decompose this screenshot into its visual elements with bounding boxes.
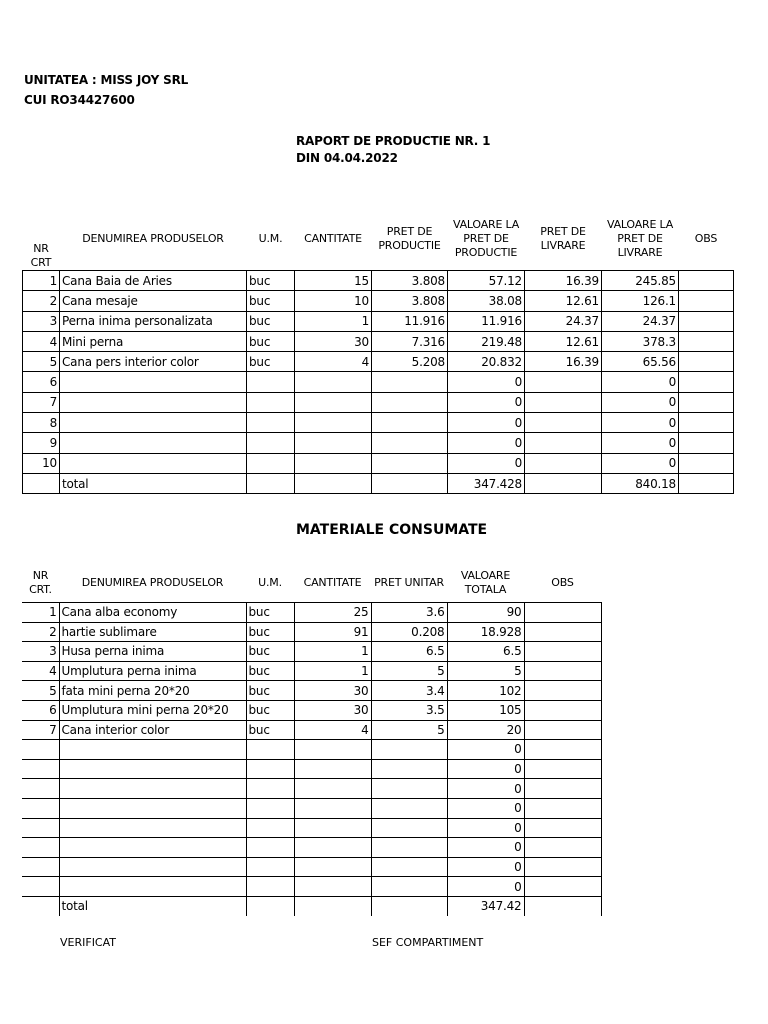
table-cell: buc (247, 291, 295, 311)
table-cell: fata mini perna 20*20 (59, 681, 246, 701)
table-cell (294, 857, 371, 877)
table-cell (294, 740, 371, 760)
table-cell (372, 453, 448, 473)
table-cell (295, 392, 372, 412)
table-cell: total (60, 473, 247, 493)
table-cell (371, 818, 447, 838)
table-cell: 20.832 (448, 352, 525, 372)
report-date: DIN 04.04.2022 (296, 151, 398, 165)
table-cell: 3.4 (371, 681, 447, 701)
table-cell: 0 (447, 798, 524, 818)
table-row (22, 877, 601, 897)
table-cell (59, 818, 246, 838)
table-row (23, 372, 734, 392)
table-cell: 0 (448, 413, 525, 433)
table-cell (525, 453, 602, 473)
column-header: NR CRT (30, 242, 52, 269)
table-cell (246, 798, 294, 818)
table-row (22, 857, 601, 877)
table-cell (371, 759, 447, 779)
table-cell: 0 (447, 838, 524, 858)
table-cell (295, 473, 372, 493)
table-cell: 3.808 (372, 271, 448, 291)
table-cell: 0 (602, 392, 679, 412)
table-row (22, 700, 601, 720)
table-cell: buc (246, 661, 294, 681)
department-head-label: SEF COMPARTIMENT (372, 936, 484, 949)
table-row (22, 681, 601, 701)
table-cell: 25 (294, 603, 371, 623)
table-cell: 30 (294, 681, 371, 701)
table-cell: Cana alba economy (59, 603, 246, 623)
table-cell (22, 798, 59, 818)
table-cell: Cana Baia de Aries (60, 271, 247, 291)
table-cell (59, 740, 246, 760)
table-cell: 30 (295, 331, 372, 351)
table-cell (524, 759, 601, 779)
table-cell (679, 331, 734, 351)
table-cell (247, 453, 295, 473)
column-header: OBS (694, 231, 718, 245)
table-cell: 6.5 (447, 642, 524, 662)
table-cell: 91 (294, 622, 371, 642)
table-cell: 0 (602, 433, 679, 453)
table-cell (59, 759, 246, 779)
table-cell: buc (247, 271, 295, 291)
table-row (22, 720, 601, 740)
table-cell: 12.61 (525, 291, 602, 311)
table-cell: 5.208 (372, 352, 448, 372)
column-header: CANTITATE (294, 563, 371, 603)
table-cell (679, 413, 734, 433)
table-cell: 0.208 (371, 622, 447, 642)
table-row (22, 896, 601, 915)
table-cell: 5 (371, 720, 447, 740)
table-cell: buc (246, 720, 294, 740)
column-header: U.M. (246, 563, 294, 603)
table-cell: 0 (448, 392, 525, 412)
table-cell: 5 (23, 352, 60, 372)
table-cell (247, 372, 295, 392)
table-cell: 7 (23, 392, 60, 412)
materials-table (22, 563, 602, 916)
table-cell (524, 720, 601, 740)
table-cell: 11.916 (448, 311, 525, 331)
table-cell: 0 (448, 372, 525, 392)
table-cell (247, 392, 295, 412)
table-cell: 347.42 (447, 896, 524, 915)
table-cell: 0 (448, 453, 525, 473)
table-cell (246, 740, 294, 760)
table-cell (246, 838, 294, 858)
column-header: PRET DE PRODUCTIE (378, 224, 441, 252)
table-row (23, 392, 734, 412)
table-cell (59, 779, 246, 799)
column-header: NR CRT. (22, 563, 59, 603)
table-cell: 10 (295, 291, 372, 311)
table-cell: buc (246, 603, 294, 623)
table-cell: 20 (447, 720, 524, 740)
table-row (22, 798, 601, 818)
column-header: PRET DE LIVRARE (540, 224, 586, 252)
table-row (23, 433, 734, 453)
table-cell (524, 603, 601, 623)
table-row (23, 352, 734, 372)
table-cell: 12.61 (525, 331, 602, 351)
table-cell: 5 (447, 661, 524, 681)
table-cell: 378.3 (602, 331, 679, 351)
table-cell: 3 (22, 642, 59, 662)
table-cell: 16.39 (525, 271, 602, 291)
table-cell (525, 392, 602, 412)
table-cell (60, 453, 247, 473)
table-cell (525, 372, 602, 392)
table-cell: 4 (22, 661, 59, 681)
table-cell: 30 (294, 700, 371, 720)
table-row (23, 311, 734, 331)
table-cell (525, 413, 602, 433)
table-cell: 0 (602, 413, 679, 433)
table-cell (294, 759, 371, 779)
table-cell: 9 (23, 433, 60, 453)
table-cell (246, 877, 294, 897)
production-header-row (23, 207, 734, 271)
table-cell (371, 857, 447, 877)
table-cell (295, 413, 372, 433)
table-cell (294, 877, 371, 897)
column-header: VALOARE LA PRET DE PRODUCTIE (452, 217, 520, 259)
table-cell (294, 838, 371, 858)
table-cell (247, 413, 295, 433)
table-cell: 219.48 (448, 331, 525, 351)
table-cell (525, 473, 602, 493)
table-cell (22, 857, 59, 877)
table-cell: 6 (22, 700, 59, 720)
table-cell: 90 (447, 603, 524, 623)
table-cell: buc (246, 700, 294, 720)
production-table (22, 207, 734, 494)
table-cell (371, 798, 447, 818)
table-row (22, 661, 601, 681)
table-cell (525, 433, 602, 453)
table-cell: buc (246, 642, 294, 662)
column-header: DENUMIREA PRODUSELOR (59, 563, 246, 603)
table-cell: Perna inima personalizata (60, 311, 247, 331)
table-cell (372, 392, 448, 412)
table-cell (524, 700, 601, 720)
table-cell: 3.808 (372, 291, 448, 311)
table-cell: Umplutura perna inima (59, 661, 246, 681)
table-row (22, 818, 601, 838)
table-cell (679, 291, 734, 311)
table-cell (59, 838, 246, 858)
table-row (22, 779, 601, 799)
column-header: VALOARE TOTALA (447, 563, 524, 603)
table-cell: total (59, 896, 246, 915)
table-cell: 3.5 (371, 700, 447, 720)
table-cell (679, 453, 734, 473)
table-cell (524, 857, 601, 877)
table-cell (679, 271, 734, 291)
column-header: DENUMIREA PRODUSELOR (82, 231, 224, 245)
table-cell (22, 779, 59, 799)
table-cell: 7 (22, 720, 59, 740)
table-cell: 1 (22, 603, 59, 623)
table-cell: Husa perna inima (59, 642, 246, 662)
table-cell (372, 433, 448, 453)
table-cell (22, 838, 59, 858)
table-cell: 24.37 (525, 311, 602, 331)
table-cell (246, 896, 294, 915)
table-cell: 24.37 (602, 311, 679, 331)
table-cell: 840.18 (602, 473, 679, 493)
table-cell: 3 (23, 311, 60, 331)
company-cui: CUI RO34427600 (24, 93, 135, 107)
table-cell: 1 (23, 271, 60, 291)
table-cell (524, 642, 601, 662)
table-row (23, 473, 734, 493)
table-row (22, 740, 601, 760)
table-cell (679, 352, 734, 372)
table-cell (294, 818, 371, 838)
table-cell (372, 413, 448, 433)
table-cell (371, 779, 447, 799)
table-cell: 4 (294, 720, 371, 740)
table-cell (679, 433, 734, 453)
table-row (22, 838, 601, 858)
table-cell: 0 (447, 818, 524, 838)
table-cell (524, 818, 601, 838)
table-cell (22, 896, 59, 915)
table-cell: Umplutura mini perna 20*20 (59, 700, 246, 720)
table-cell: 0 (447, 740, 524, 760)
column-header: CANTITATE (304, 231, 362, 245)
table-cell (524, 896, 601, 915)
table-cell: 57.12 (448, 271, 525, 291)
table-cell: 2 (23, 291, 60, 311)
table-row (22, 622, 601, 642)
table-cell (246, 857, 294, 877)
table-cell: 5 (371, 661, 447, 681)
table-cell (246, 818, 294, 838)
table-cell (247, 433, 295, 453)
table-cell (524, 838, 601, 858)
table-cell: 4 (23, 331, 60, 351)
table-cell: 0 (448, 433, 525, 453)
table-cell: 102 (447, 681, 524, 701)
table-cell (371, 838, 447, 858)
table-cell (524, 661, 601, 681)
table-cell (371, 896, 447, 915)
table-cell: 6.5 (371, 642, 447, 662)
table-row (22, 642, 601, 662)
table-cell: 105 (447, 700, 524, 720)
table-cell: Cana pers interior color (60, 352, 247, 372)
table-cell: 245.85 (602, 271, 679, 291)
table-cell (59, 857, 246, 877)
table-row (23, 453, 734, 473)
table-cell: 1 (294, 642, 371, 662)
table-cell (295, 433, 372, 453)
materials-header-row (22, 563, 601, 603)
table-cell (679, 392, 734, 412)
column-header: PRET UNITAR (371, 563, 447, 603)
table-cell: 11.916 (372, 311, 448, 331)
table-cell (23, 473, 60, 493)
table-cell (246, 759, 294, 779)
table-cell (371, 740, 447, 760)
table-cell (247, 473, 295, 493)
table-cell (60, 392, 247, 412)
table-cell (524, 622, 601, 642)
table-cell: 8 (23, 413, 60, 433)
table-cell: 38.08 (448, 291, 525, 311)
table-cell: 5 (22, 681, 59, 701)
table-row (23, 271, 734, 291)
table-cell (295, 372, 372, 392)
table-cell (59, 798, 246, 818)
table-cell (372, 473, 448, 493)
table-cell: buc (246, 622, 294, 642)
table-cell (679, 473, 734, 493)
table-cell: 15 (295, 271, 372, 291)
table-cell (22, 740, 59, 760)
table-cell: hartie sublimare (59, 622, 246, 642)
table-cell: 6 (23, 372, 60, 392)
table-cell: 347.428 (448, 473, 525, 493)
table-cell: 2 (22, 622, 59, 642)
table-cell: 1 (295, 311, 372, 331)
table-cell (22, 759, 59, 779)
table-cell: Cana mesaje (60, 291, 247, 311)
table-cell: buc (247, 352, 295, 372)
table-cell: 4 (295, 352, 372, 372)
table-cell (60, 413, 247, 433)
materials-section-title: MATERIALE CONSUMATE (296, 522, 488, 538)
table-cell (59, 877, 246, 897)
table-cell: 0 (447, 857, 524, 877)
table-cell (524, 779, 601, 799)
table-cell: 16.39 (525, 352, 602, 372)
table-row (23, 413, 734, 433)
table-cell (294, 798, 371, 818)
table-cell (246, 779, 294, 799)
table-cell (679, 311, 734, 331)
table-cell (294, 779, 371, 799)
verified-label: VERIFICAT (60, 936, 117, 949)
table-row (23, 291, 734, 311)
table-cell (294, 896, 371, 915)
company-name: UNITATEA : MISS JOY SRL (24, 73, 189, 87)
table-cell: 1 (294, 661, 371, 681)
table-cell: 3.6 (371, 603, 447, 623)
table-cell (524, 798, 601, 818)
report-title: RAPORT DE PRODUCTIE NR. 1 (296, 134, 491, 148)
table-cell: Mini perna (60, 331, 247, 351)
table-cell: buc (247, 331, 295, 351)
table-cell: buc (246, 681, 294, 701)
table-row (23, 331, 734, 351)
table-cell (22, 877, 59, 897)
table-cell (60, 372, 247, 392)
column-header: VALOARE LA PRET DE LIVRARE (606, 217, 674, 259)
table-cell (22, 818, 59, 838)
table-cell: 10 (23, 453, 60, 473)
table-cell: 126.1 (602, 291, 679, 311)
table-cell: 0 (602, 372, 679, 392)
table-cell (371, 877, 447, 897)
table-cell: 0 (447, 877, 524, 897)
table-cell (679, 372, 734, 392)
table-cell: 7.316 (372, 331, 448, 351)
table-cell (524, 681, 601, 701)
table-cell: 0 (447, 779, 524, 799)
table-cell (60, 433, 247, 453)
table-cell: 0 (447, 759, 524, 779)
table-cell: 65.56 (602, 352, 679, 372)
table-cell (295, 453, 372, 473)
table-cell: 0 (602, 453, 679, 473)
column-header: OBS (524, 563, 601, 603)
table-cell (524, 740, 601, 760)
table-cell: 18.928 (447, 622, 524, 642)
column-header: U.M. (258, 231, 283, 245)
table-row (22, 759, 601, 779)
table-cell (372, 372, 448, 392)
table-cell: buc (247, 311, 295, 331)
table-row (22, 603, 601, 623)
table-cell: Cana interior color (59, 720, 246, 740)
table-cell (524, 877, 601, 897)
